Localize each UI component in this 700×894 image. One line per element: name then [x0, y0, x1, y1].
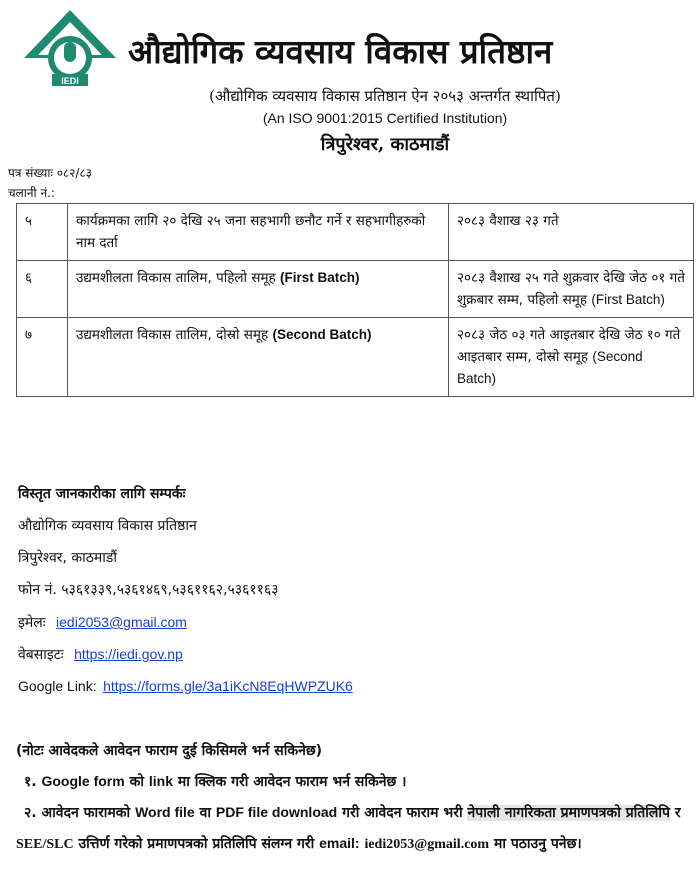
note-point-2: २. आवेदन फारामको Word file वा PDF file download गरी आवेदन फाराम भरी नेपाली नागरिकता प्रमाणपत्रको प्रतिलिपि र SEE/SLC उत्तिर्ण गरेको प्रमाणपत्रको प्रतिलिपि संलग्न गरी email: iedi2053@gmail.com मा पठाउनु पनेछ।	[16, 804, 681, 852]
activity-cell: उद्यमशीलता विकास तालिम, पहिलो समूह (First Batch)	[68, 261, 449, 318]
email-link[interactable]: iedi2053@gmail.com	[56, 614, 187, 630]
activity-cell: कार्यक्रमका लागि २० देखि २५ जना सहभागी छनौट गर्ने र सहभागीहरुको नाम दर्ता	[68, 204, 449, 261]
dispatch-number: चलानी नं.:	[8, 186, 55, 200]
contact-google-row	[18, 670, 353, 702]
date-cell: २०८३ वैशाख २३ गते	[449, 204, 694, 261]
logo-text: IEDI	[61, 76, 79, 86]
note-section	[16, 736, 686, 860]
iedi-logo	[22, 8, 118, 90]
contact-website-row	[18, 638, 353, 670]
contact-title: विस्तृत जानकारीका लागि सम्पर्कः	[18, 486, 186, 502]
activity-cell: उद्यमशीलता विकास तालिम, दोस्रो समूह (Second Batch)	[68, 318, 449, 397]
table-row	[17, 318, 694, 397]
contact-section	[18, 478, 353, 702]
google-form-link[interactable]: https://forms.gle/3a1iKcN8EqHWPZUK6	[103, 678, 353, 694]
table-row	[17, 204, 694, 261]
act-line: (औद्योगिक व्यवसाय विकास प्रतिष्ठान ऐन २०५३ अन्तर्गत स्थापित)	[209, 87, 561, 105]
row-number: ६	[17, 261, 68, 318]
contact-address: त्रिपुरेश्वर, काठमाडौं	[18, 550, 118, 566]
table-row	[17, 261, 694, 318]
org-name: औद्योगिक व्यवसाय विकास प्रतिष्ठान	[128, 32, 553, 71]
iso-line: (An ISO 9001:2015 Certified Institution)	[262, 110, 508, 126]
letterhead	[0, 0, 700, 160]
note-point-1: १. Google form को link मा क्लिक गरी आवेदन फाराम भर्न सकिनेछ ।	[24, 773, 407, 790]
website-link[interactable]: https://iedi.gov.np	[74, 646, 183, 662]
letter-refs	[8, 163, 92, 203]
schedule-table	[16, 203, 694, 397]
google-label: Google Link:	[18, 678, 97, 694]
email-label: इमेलः	[18, 615, 46, 631]
contact-phone: फोन नं. ५३६१३३९,५३६१४६९,५३६११६२,५३६११६३	[18, 582, 279, 598]
contact-email-row	[18, 606, 353, 638]
letter-number: पत्र संख्याः ०८२/८३	[8, 166, 92, 180]
location: त्रिपुरेश्वर, काठमाडौं	[320, 134, 450, 155]
contact-org: औद्योगिक व्यवसाय विकास प्रतिष्ठान	[18, 518, 197, 534]
date-cell: २०८३ जेठ ०३ गते आइतबार देखि जेठ १० गते आइतबार सम्म, दोस्रो समूह (Second Batch)	[449, 318, 694, 397]
highlighted-citizenship: नेपाली नागरिकता प्रमाणपत्रको प्रतिलिपि	[467, 805, 670, 821]
row-number: ७	[17, 318, 68, 397]
website-label: वेबसाइटः	[18, 647, 64, 663]
row-number: ५	[17, 204, 68, 261]
note-title: (नोटः आवेदकले आवेदन फाराम दुई किसिमले भर्न सकिनेछ)	[16, 743, 323, 759]
date-cell: २०८३ वैशाख २५ गते शुक्रवार देखि जेठ ०१ गते शुक्रबार सम्म, पहिलो समूह (First Batch)	[449, 261, 694, 318]
